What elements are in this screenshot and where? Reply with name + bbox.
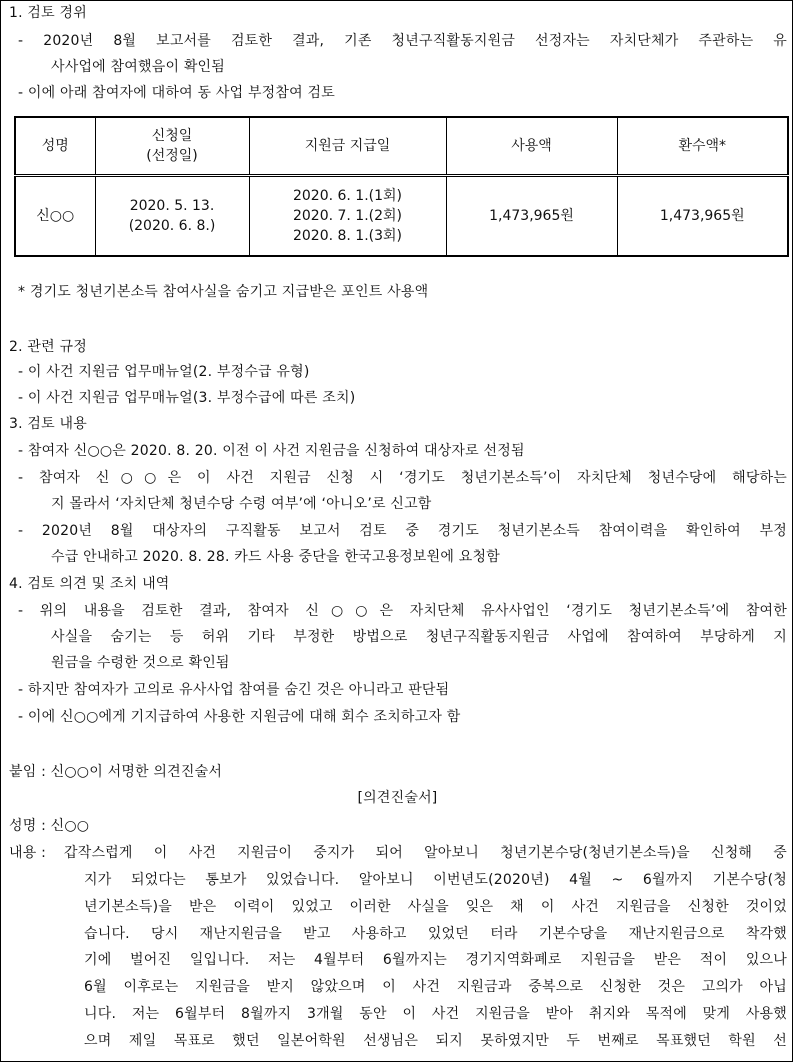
section1-bullet2: - 이에 아래 참여자에 대하여 동 사업 부정참여 검토 [18, 85, 335, 101]
section1-bullet1-line1: - 2020년 8월 보고서를 검토한 결과, 기존 청년구직활동지원금 선정자는 자치단체가 주관하는 유 [18, 33, 787, 49]
pay-date-1: 2020. 6. 1.(1회) [292, 187, 403, 204]
header-used: 사용액 [446, 117, 617, 175]
statement-line-6: 6월 이후로는 지원금을 받지 않았으며 이 사건 지원금과 중복으로 신청한 것은 고의가 아닙 [84, 979, 787, 995]
cell-select-date: (2020. 6. 8.) [128, 217, 216, 234]
section4-heading: 4. 검토 의견 및 조치 내역 [9, 576, 170, 592]
cell-refund: 1,473,965원 [617, 175, 788, 256]
section2-bullet1: - 이 사건 지원금 업무매뉴얼(2. 부정수급 유형) [18, 364, 310, 380]
section4-bullet3: - 이에 신○○에게 기지급하여 사용한 지원금에 대해 회수 조치하고자 함 [18, 709, 461, 725]
statement-line-4: 습니다. 당시 재난지원금을 받고 사용하고 있었던 터라 기본수당을 재난지원금으로 착각했 [84, 926, 787, 942]
section3-bullet3-line2: 수급 안내하고 2020. 8. 28. 카드 사용 중단을 한국고용정보원에 요청함 [51, 549, 500, 565]
header-refund: 환수액* [617, 117, 788, 175]
cell-name: 신○○ [15, 175, 95, 256]
statement-line-1: 갑작스럽게 이 사건 지원금이 중지가 되어 알아보니 청년기본수당(청년기본소득)을 신청해 중 [64, 845, 787, 861]
header-select-date-label: (선정일) [146, 147, 198, 164]
statement-content-label: 내용 : [9, 845, 47, 861]
section2-heading: 2. 관련 규정 [9, 339, 87, 355]
header-pay-date: 지원금 지급일 [249, 117, 446, 175]
section3-bullet2-line2: 지 몰라서 ‘자치단체 청년수당 수령 여부’에 ‘아니오’로 신고함 [51, 496, 432, 512]
cell-pay-dates [249, 175, 446, 256]
cell-dates [95, 175, 249, 256]
table-row [15, 175, 788, 256]
statement-line-8: 으며 제일 목표로 했던 일본어학원 선생님은 되지 못하였지만 두 번째로 목표했던 학원 선 [84, 1033, 787, 1049]
attachment-label: 붙임 : 신○○이 서명한 의견진술서 [9, 764, 223, 780]
section1-heading: 1. 검토 경위 [9, 5, 87, 21]
pay-date-2: 2020. 7. 1.(2회) [292, 207, 403, 224]
statement-title: [의견진술서] [357, 790, 438, 806]
section3-bullet1: - 참여자 신○○은 2020. 8. 20. 이전 이 사건 지원금을 신청하여 대상자로 선정됨 [18, 443, 525, 459]
table-footnote: * 경기도 청년기본소득 참여사실을 숨기고 지급받은 포인트 사용액 [18, 284, 429, 300]
section4-bullet1-line2: 사실을 숨기는 등 허위 기타 부정한 방법으로 청년구직활동지원금 사업에 참여하여 부당하게 지 [51, 629, 787, 645]
section2-bullet2: - 이 사건 지원금 업무매뉴얼(3. 부정수급에 따른 조치) [18, 390, 356, 406]
header-apply-date-label: 신청일 [151, 127, 193, 144]
cell-used: 1,473,965원 [446, 175, 617, 256]
section3-heading: 3. 검토 내용 [9, 416, 87, 432]
section1-bullet1-line2: 사사업에 참여했음이 확인됨 [51, 59, 225, 75]
header-apply-date [95, 117, 249, 175]
section4-bullet1-line1: - 위의 내용을 검토한 결과, 참여자 신○○은 자치단체 유사사업인 ‘경기도 청년기본소득’에 참여한 [18, 603, 787, 619]
section4-bullet2: - 하지만 참여자가 고의로 유사사업 참여를 숨긴 것은 아니라고 판단됨 [18, 682, 450, 698]
header-name: 성명 [15, 117, 95, 175]
statement-line-3: 년기본소득)을 받은 이력이 있었고 이러한 사실을 잊은 채 이 사건 지원금을 신청한 것이었 [84, 899, 787, 915]
statement-name: 성명 : 신○○ [9, 818, 90, 834]
cell-apply-date: 2020. 5. 13. [129, 197, 215, 214]
section3-bullet3-line1: - 2020년 8월 대상자의 구직활동 보고서 검토 중 경기도 청년기본소득 참여이력을 확인하여 부정 [18, 523, 787, 539]
statement-line-5: 기에 벌어진 일입니다. 저는 4월부터 6월까지는 경기지역화폐로 지원금을 받은 적이 있으나 [84, 952, 787, 968]
statement-line-7: 니다. 저는 6월부터 8월까지 3개월 동안 이 사건 지원금을 받아 취지와 목적에 맞게 사용했 [84, 1006, 787, 1022]
section4-bullet1-line3: 원금을 수령한 것으로 확인됨 [51, 655, 230, 671]
statement-line-2: 지가 되었다는 통보가 있었습니다. 알아보니 이번년도(2020년) 4월 ~ 6월까지 기본수당(청 [84, 872, 787, 888]
pay-date-3: 2020. 8. 1.(3회) [292, 227, 403, 244]
section3-bullet2-line1: - 참여자 신○○은 이 사건 지원금 신청 시 ‘경기도 청년기본소득’이 자치단체 청년수당에 해당하는 [18, 470, 787, 486]
participant-table [14, 116, 789, 257]
